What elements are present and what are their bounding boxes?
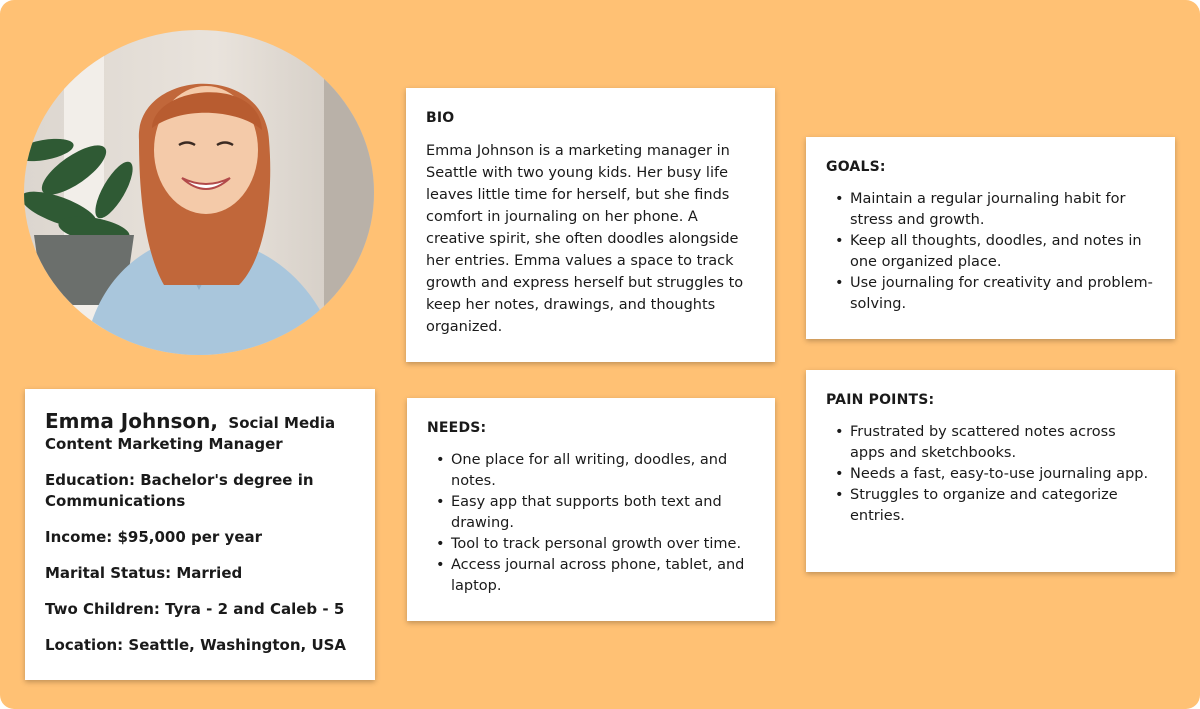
bio-text: Emma Johnson is a marketing manager in Seattle with two young kids. Her busy life leaves little time for herself, but she finds comfort in journaling on her phone. A creative spirit, she often doodles alongside her entries. Emma values a space to track growth and express herself but struggles to keep her notes, drawings, and thoughts organized. <box>426 143 744 335</box>
pain-points-heading: PAIN POINTS: <box>826 392 935 408</box>
profile-name-row <box>45 411 355 455</box>
list-item: • Needs a fast, easy-to-use journaling app. <box>850 464 1155 485</box>
needs-card <box>407 398 775 621</box>
list-item: • Maintain a regular journaling habit for stress and growth. <box>850 189 1155 231</box>
profile-education: Education: Bachelor's degree in Communications <box>45 471 314 510</box>
list-item: • Access journal across phone, tablet, and laptop. <box>451 555 755 597</box>
profile-card <box>25 389 375 680</box>
list-item: • Struggles to organize and categorize entries. <box>850 485 1155 527</box>
persona-name: Emma Johnson, <box>45 409 218 433</box>
list-item: • One place for all writing, doodles, and notes. <box>451 450 755 492</box>
goals-heading: GOALS: <box>826 159 886 175</box>
persona-photo <box>24 30 374 355</box>
profile-income: Income: $95,000 per year <box>45 528 263 546</box>
needs-list <box>427 450 755 597</box>
bio-card <box>406 88 775 362</box>
profile-children: Two Children: Tyra - 2 and Caleb - 5 <box>45 600 345 618</box>
pain-points-card <box>806 370 1175 572</box>
list-item: • Tool to track personal growth over time. <box>451 534 755 555</box>
goals-card <box>806 137 1175 339</box>
bio-heading: BIO <box>426 110 455 126</box>
pain-points-list <box>826 422 1155 527</box>
list-item: • Easy app that supports both text and drawing. <box>451 492 755 534</box>
needs-heading: NEEDS: <box>427 420 487 436</box>
persona-role: Social Media Content Marketing Manager <box>45 414 336 453</box>
list-item: • Keep all thoughts, doodles, and notes in one organized place. <box>850 231 1155 273</box>
goals-list <box>826 189 1155 315</box>
profile-marital-status: Marital Status: Married <box>45 564 243 582</box>
profile-location: Location: Seattle, Washington, USA <box>45 636 347 654</box>
list-item: • Use journaling for creativity and problem-solving. <box>850 273 1155 315</box>
list-item: • Frustrated by scattered notes across apps and sketchbooks. <box>850 422 1155 464</box>
